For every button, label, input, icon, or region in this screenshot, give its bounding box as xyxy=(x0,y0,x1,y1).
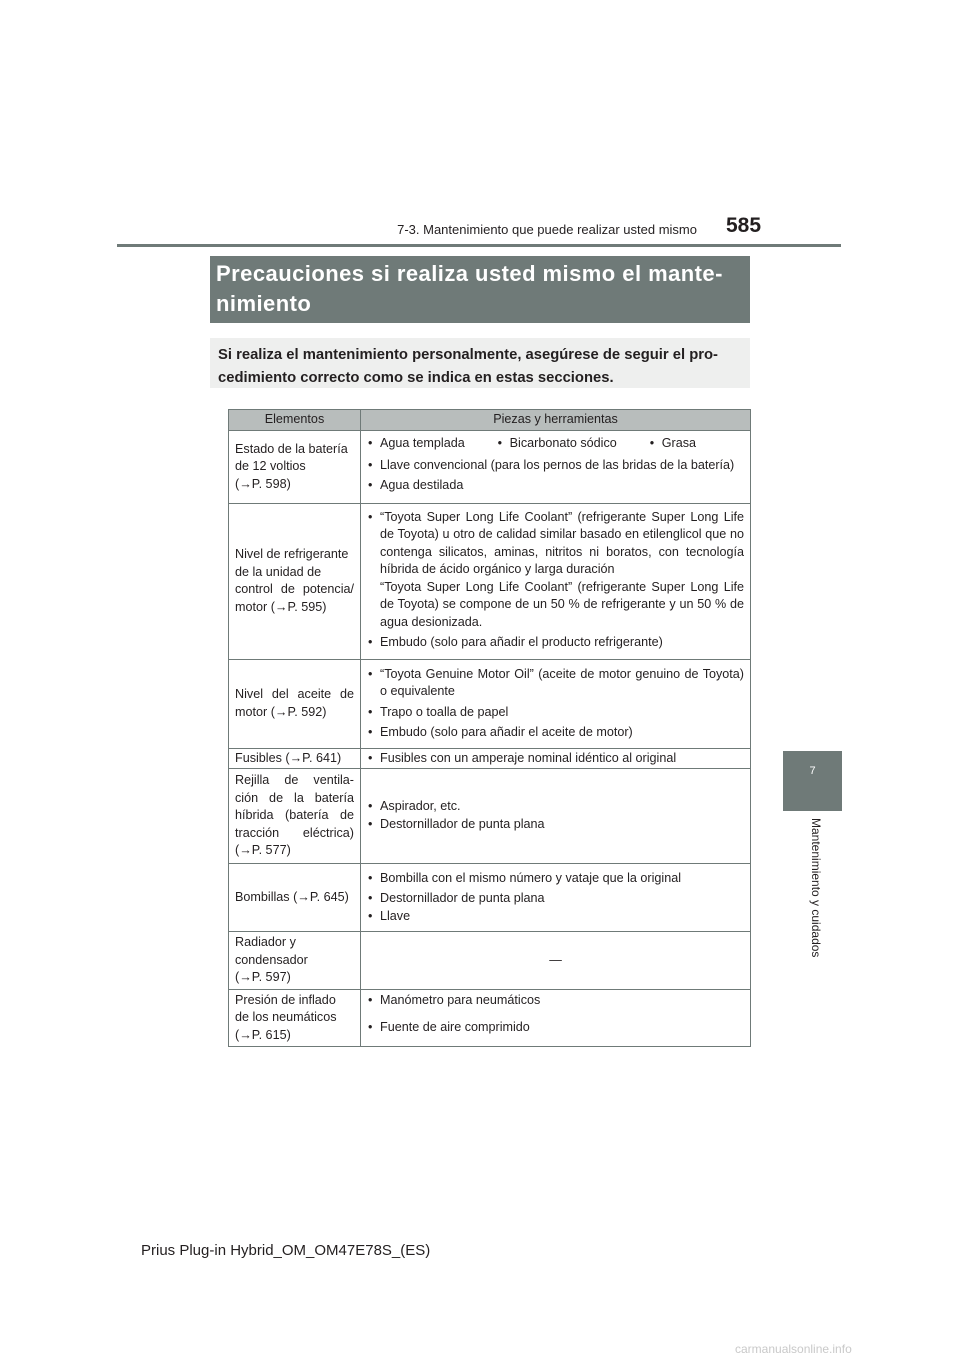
tool-item: • Grasa xyxy=(649,435,696,453)
item-line: de la unidad de xyxy=(235,564,322,579)
item-cell xyxy=(229,932,361,990)
tools-cell xyxy=(361,659,751,748)
tools-cell-empty xyxy=(361,932,751,990)
header-section-title: 7-3. Mantenimiento que puede realizar usted mismo xyxy=(397,222,697,237)
item-line: (→P. 597) xyxy=(235,970,291,984)
tool-item: • Llave convencional (para los pernos de las bridas de la batería) xyxy=(367,457,744,475)
table-row xyxy=(229,503,751,659)
tool-item: • Bombilla con el mismo número y vataje que la original xyxy=(367,870,744,888)
tool-item xyxy=(367,509,744,632)
tool-item-text: “Toyota Super Long Life Coolant” (refrigerante Super Long Life de Toyota) u otro de calidad similar basado en etilenglicol que no contenga silicatos, aminas, nitritos ni boratos, con tecnología híbrida de ácido orgánico y larga duración xyxy=(380,509,744,576)
item-line: (→P. 598) xyxy=(235,476,291,491)
tools-cell xyxy=(361,431,751,504)
item-line: Estado de la batería xyxy=(235,441,348,456)
page-number: 585 xyxy=(726,214,762,237)
item-cell xyxy=(229,659,361,748)
footer-manual-id: Prius Plug-in Hybrid_OM_OM47E78S_(ES) xyxy=(141,1242,431,1259)
tool-item-note: “Toyota Super Long Life Coolant” (refrigerante Super Long Life de Toyota) se compone de un 50 % de refrigerante y un 50 % de agua desionizada. xyxy=(380,579,744,629)
tool-item: • Destornillador de punta plana xyxy=(367,816,744,834)
tool-item: • Manómetro para neumáticos xyxy=(367,992,744,1010)
table-row xyxy=(229,748,751,769)
item-line: Rejilla de ventila- xyxy=(235,773,354,787)
tool-item: • Agua destilada xyxy=(367,477,744,495)
tools-list xyxy=(367,750,744,768)
tool-item: • Trapo o toalla de papel xyxy=(367,704,744,722)
intro-line-2: cedimiento correcto como se indica en estas secciones. xyxy=(218,370,614,386)
item-line: control de potencia/ xyxy=(235,582,354,596)
section-title-line-2: nimiento xyxy=(216,291,312,316)
item-line: Fusibles (→P. 641) xyxy=(235,750,342,765)
chapter-number: 7 xyxy=(809,765,816,777)
section-title-box xyxy=(210,256,750,323)
tools-list xyxy=(367,457,744,495)
tool-item: • Embudo (solo para añadir el aceite de motor) xyxy=(367,724,744,742)
item-line: motor (→P. 595) xyxy=(235,599,327,614)
tools-cell xyxy=(361,863,751,932)
tool-item: • Destornillador de punta plana xyxy=(367,890,744,908)
chapter-side-label: Mantenimiento y cuidados xyxy=(809,818,823,958)
item-cell xyxy=(229,503,361,659)
table-row xyxy=(229,989,751,1047)
item-cell xyxy=(229,769,361,864)
dash-placeholder: — xyxy=(549,952,562,967)
tool-item: • Aspirador, etc. xyxy=(367,798,744,816)
tools-list xyxy=(367,666,744,742)
item-cell xyxy=(229,863,361,932)
item-line: condensador xyxy=(235,952,308,967)
tools-list xyxy=(367,798,744,833)
tools-cell xyxy=(361,989,751,1047)
tools-inline-row xyxy=(367,435,744,453)
item-line: híbrida (batería de xyxy=(235,808,354,822)
item-line: Radiador y xyxy=(235,935,296,949)
item-line: de los neumáticos xyxy=(235,1010,337,1024)
item-line: Nivel del aceite de xyxy=(235,687,354,701)
table-row xyxy=(229,659,751,748)
item-line: de 12 voltios xyxy=(235,459,306,473)
intro-line-1: Si realiza el mantenimiento personalmente, asegúrese de seguir el pro- xyxy=(218,347,718,363)
tools-cell xyxy=(361,748,751,769)
intro-box xyxy=(210,338,750,388)
section-title-line-1: Precauciones si realiza usted mismo el mante- xyxy=(216,261,723,286)
tools-cell xyxy=(361,769,751,864)
header-divider xyxy=(117,244,841,247)
item-cell xyxy=(229,748,361,769)
item-cell xyxy=(229,431,361,504)
item-cell xyxy=(229,989,361,1047)
tools-list xyxy=(367,509,744,652)
tool-item: • Fuente de aire comprimido xyxy=(367,1019,744,1037)
item-line: tracción eléctrica) xyxy=(235,825,354,840)
column-header-elementos: Elementos xyxy=(229,410,361,431)
item-line: Presión de inflado xyxy=(235,992,336,1007)
watermark: carmanualsonline.info xyxy=(735,1342,852,1356)
item-line: motor (→P. 592) xyxy=(235,704,327,719)
table-row xyxy=(229,932,751,990)
table-row xyxy=(229,431,751,504)
tool-item: • “Toyota Genuine Motor Oil” (aceite de motor genuino de Toyota) o equivalente xyxy=(367,666,744,701)
table-row xyxy=(229,769,751,864)
tool-item: • Agua templada xyxy=(367,435,465,453)
parts-tools-table xyxy=(228,409,751,1047)
item-line: Bombillas (→P. 645) xyxy=(235,889,349,904)
tools-list xyxy=(367,992,744,1037)
tool-item: • Fusibles con un amperaje nominal idéntico al original xyxy=(367,750,744,768)
tools-cell xyxy=(361,503,751,659)
item-line: (→P. 615) xyxy=(235,1027,291,1042)
tool-item: • Bicarbonato sódico xyxy=(497,435,617,453)
table-row xyxy=(229,863,751,932)
tools-list xyxy=(367,870,744,926)
item-line: ción de la batería xyxy=(235,790,354,805)
chapter-tab xyxy=(783,751,842,811)
item-line: Nivel de refrigerante xyxy=(235,547,349,561)
column-header-piezas: Piezas y herramientas xyxy=(361,410,751,431)
tool-item: • Embudo (solo para añadir el producto refrigerante) xyxy=(367,634,744,652)
tool-item: • Llave xyxy=(367,908,744,926)
item-line: (→P. 577) xyxy=(235,843,291,857)
table-header-row xyxy=(229,410,751,431)
